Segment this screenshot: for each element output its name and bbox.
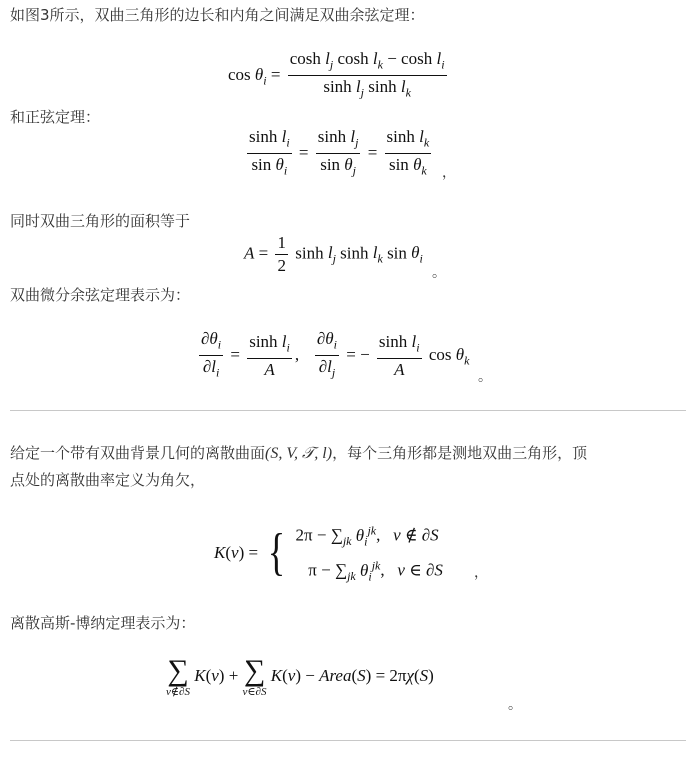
discrete-surface-paragraph [10,440,686,493]
section-divider [10,740,686,741]
sine-law-equation: $\frac{\sinh l_i}{\sin \theta_i}$ = $\frac{\sinh l_j}{\sin \theta_j}$ = $\frac{\sinh l_k}{\sin \theta_k}$ [249,127,430,178]
differential-cosine-equation: $\frac{\partial\theta_i}{\partial l_i}$ = $\frac{\sinh l_i}{A}$ , $\frac{\partial\theta_i}{\partial l_j}$ = − $\frac{\sinh l_i}{A}$ $\cos \theta_k$ [201,329,470,380]
discrete-curvature-equation: K(v) = { $2\pi - \sum_{jk}$ $\theta_i^{jk}$, v ∉ ∂S $\pi - \sum_{jk}$ $\theta_i^{jk}$, v ∈ ∂S [214,523,443,584]
discrete-surface-text-cont: ，每个三角形都是测地双曲三角形，顶 [332,444,588,462]
intro-paragraph: 如图3所示，双曲三角形的边长和内角之间满足双曲余弦定理： [10,6,425,24]
cosine-law-equation: $\cos \theta_i$ = $\frac{\cosh l_j \cosh l_k - \cosh l_i}{\sinh l_j \sinh l_k}$ [228,49,445,100]
differential-cosine-intro: 双曲微分余弦定理表示为： [10,286,191,304]
equation-comma: ， [442,165,456,181]
equation-period: 。 [508,697,522,713]
equation-period: 。 [478,369,492,385]
area-equation: A = $\frac{1}{2}$ $\sinh l_j$ $\sinh l_k$ $\sin \theta_i$ [244,233,423,275]
equation-comma: ， [474,565,488,581]
gauss-bonnet-equation: ∑ v∉∂S K(v) + ∑ v∈∂S K(v) − Area(S) = 2πχ(S) [166,654,434,698]
discrete-surface-text: 给定一个带有双曲背景几何的离散曲面 [10,444,266,462]
area-intro: 同时双曲三角形的面积等于 [10,212,191,230]
equation-period: 。 [432,265,446,281]
curvature-definition-text: 点处的离散曲率定义为角欠， [10,471,206,489]
surface-tuple-math: (S, V, 𝒯, l) [265,445,333,462]
gauss-bonnet-intro: 离散高斯-博纳定理表示为： [10,614,196,632]
section-divider [10,410,686,411]
sine-law-intro: 和正弦定理： [10,108,101,126]
